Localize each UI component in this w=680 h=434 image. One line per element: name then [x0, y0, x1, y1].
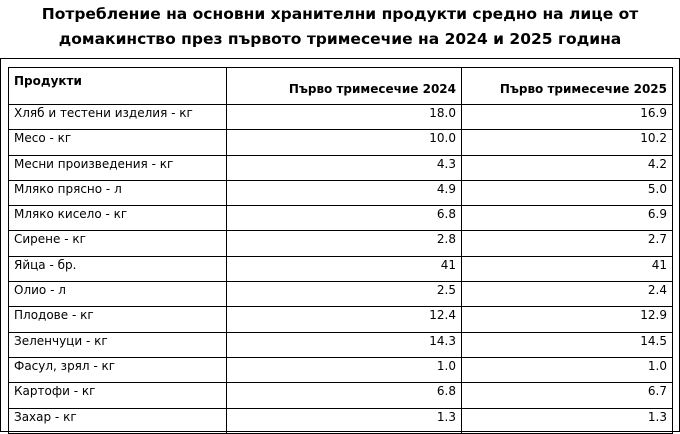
table-row: [9, 130, 673, 155]
consumption-table: [8, 67, 673, 434]
q1-2024-value: 41: [227, 256, 462, 281]
product-cell: Мляко прясно - л: [9, 180, 227, 205]
table-row: [9, 231, 673, 256]
title-line-1: Потребление на основни хранителни продукти средно на лице от: [41, 5, 639, 23]
q1-2024-value: 4.9: [227, 180, 462, 205]
table-body: [9, 105, 673, 434]
q1-2024-value: 6.8: [227, 383, 462, 408]
title-line-2: домакинство през първото тримесечие на 2024 и 2025 година: [58, 30, 622, 48]
q1-2024-value: 12.4: [227, 307, 462, 332]
table-row: [9, 307, 673, 332]
product-cell: Зеленчуци - кг: [9, 332, 227, 357]
q1-2024-value: 2.8: [227, 231, 462, 256]
product-cell: Олио - л: [9, 282, 227, 307]
product-cell: Картофи - кг: [9, 383, 227, 408]
q1-2025-value: 12.9: [462, 307, 673, 332]
table-row: [9, 357, 673, 382]
product-cell: Месо - кг: [9, 130, 227, 155]
table-row: [9, 256, 673, 281]
table-row: [9, 408, 673, 433]
product-cell: Хляб и тестени изделия - кг: [9, 105, 227, 130]
q1-2024-value: 10.0: [227, 130, 462, 155]
q1-2024-value: 18.0: [227, 105, 462, 130]
q1-2025-value: 2.4: [462, 282, 673, 307]
q1-2025-value: 41: [462, 256, 673, 281]
product-cell: Захар - кг: [9, 408, 227, 433]
q1-2025-value: 1.0: [462, 357, 673, 382]
column-header-q1-2025: Първо тримесечие 2025: [462, 68, 673, 105]
table-row: [9, 383, 673, 408]
table-row: [9, 206, 673, 231]
table-row: [9, 180, 673, 205]
table-header-row: [9, 68, 673, 105]
product-cell: Фасул, зрял - кг: [9, 357, 227, 382]
q1-2025-value: 5.0: [462, 180, 673, 205]
product-cell: Месни произведения - кг: [9, 155, 227, 180]
q1-2024-value: 6.8: [227, 206, 462, 231]
q1-2025-value: 16.9: [462, 105, 673, 130]
q1-2025-value: 4.2: [462, 155, 673, 180]
q1-2024-value: 14.3: [227, 332, 462, 357]
q1-2025-value: 14.5: [462, 332, 673, 357]
q1-2025-value: 6.9: [462, 206, 673, 231]
q1-2025-value: 6.7: [462, 383, 673, 408]
q1-2025-value: 2.7: [462, 231, 673, 256]
table-row: [9, 332, 673, 357]
table-frame: [0, 58, 680, 432]
table-row: [9, 105, 673, 130]
q1-2024-value: 1.3: [227, 408, 462, 433]
product-cell: Яйца - бр.: [9, 256, 227, 281]
column-header-q1-2024: Първо тримесечие 2024: [227, 68, 462, 105]
table-row: [9, 155, 673, 180]
product-cell: Сирене - кг: [9, 231, 227, 256]
q1-2025-value: 1.3: [462, 408, 673, 433]
table-row: [9, 282, 673, 307]
q1-2024-value: 1.0: [227, 357, 462, 382]
q1-2025-value: 10.2: [462, 130, 673, 155]
q1-2024-value: 4.3: [227, 155, 462, 180]
column-header-products: Продукти: [9, 68, 227, 105]
product-cell: Плодове - кг: [9, 307, 227, 332]
product-cell: Мляко кисело - кг: [9, 206, 227, 231]
page-title: [0, 2, 680, 52]
q1-2024-value: 2.5: [227, 282, 462, 307]
